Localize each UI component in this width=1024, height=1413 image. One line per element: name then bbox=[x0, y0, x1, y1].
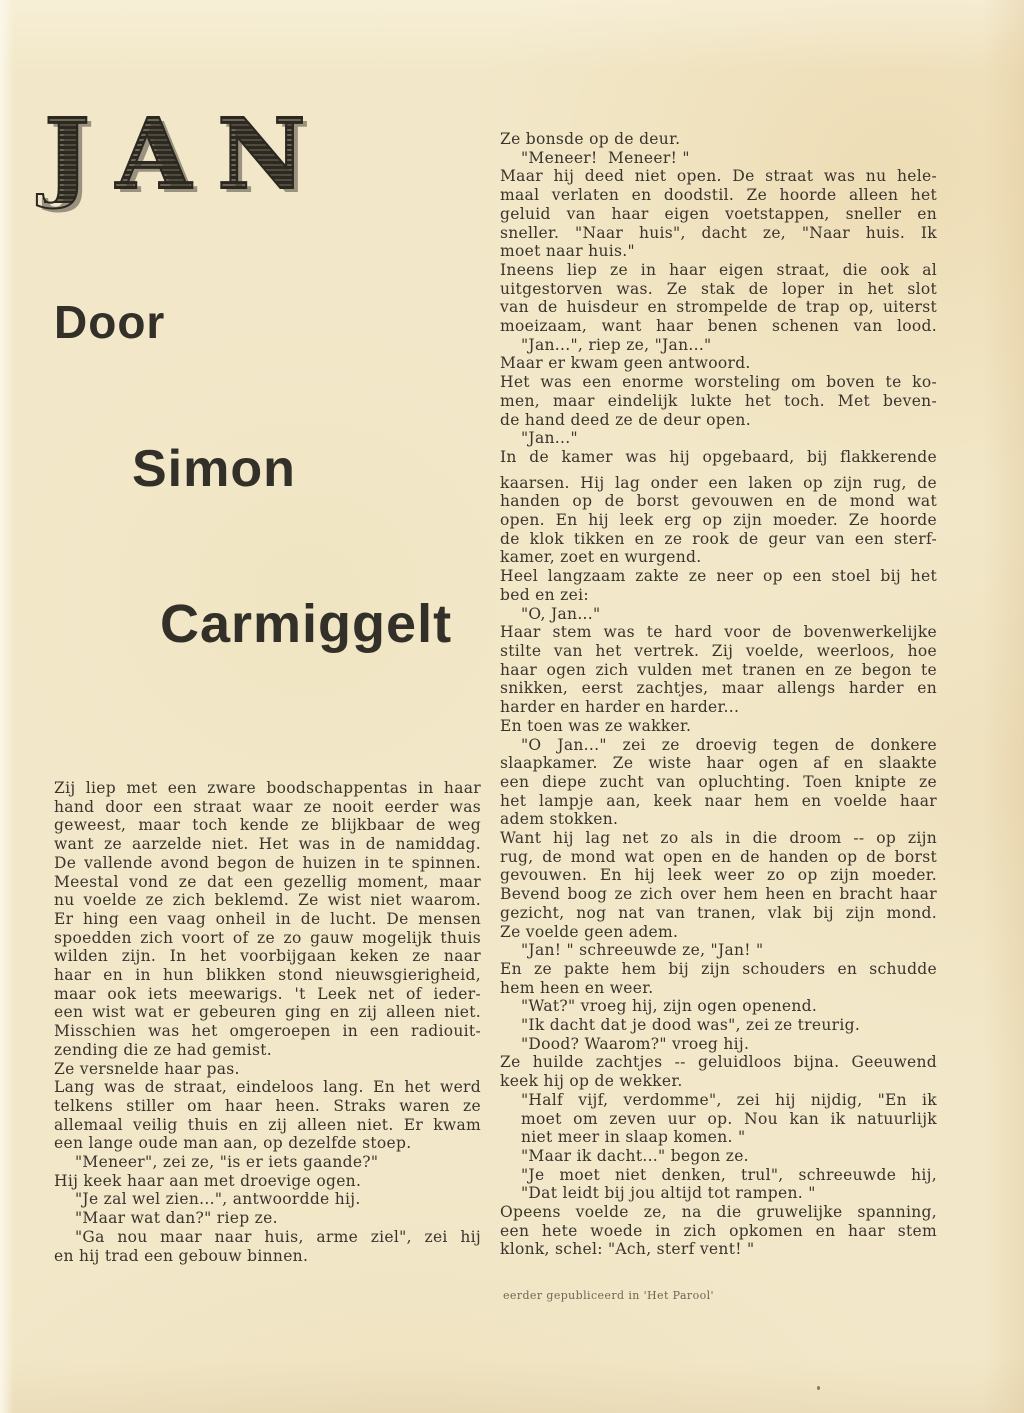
text-line: haar ogen zich vulden met tranen en ze begon te bbox=[500, 660, 937, 679]
text-line: moet naar huis." bbox=[500, 242, 635, 261]
right-text-column bbox=[500, 130, 937, 1259]
text-line: telkens stiller om haar heen. Straks waren ze bbox=[54, 1096, 481, 1115]
text-line: niet meer in slaap komen. " bbox=[521, 1128, 746, 1147]
text-line: "Wat?" vroeg hij, zijn ogen openend. bbox=[521, 997, 818, 1016]
text-line: snikken, eerst zachtjes, maar allengs harder en bbox=[500, 679, 937, 698]
text-line: "Ik dacht dat je dood was", zei ze treurig. bbox=[521, 1016, 861, 1035]
text-line: wilden zijn. In het voorbijgaan keken ze naar bbox=[54, 947, 481, 966]
text-line: "Ga nou maar naar huis, arme ziel", zei hij bbox=[75, 1227, 481, 1246]
text-line: "Half vijf, verdomme", zei hij nijdig, "En ik bbox=[521, 1090, 937, 1109]
text-line: want ze aarzelde niet. Het was in de namiddag. bbox=[54, 835, 481, 854]
text-line: Bevend boog ze zich over hem heen en bracht haar bbox=[500, 885, 937, 904]
text-line: Ze huilde zachtjes -- geluidloos bijna. Geeuwend bbox=[500, 1053, 937, 1072]
text-line: De vallende avond begon de huizen in te spinnen. bbox=[54, 853, 481, 872]
text-line: Ze voelde geen adem. bbox=[500, 922, 679, 941]
text-line: hand door een straat waar ze nooit eerder was bbox=[54, 797, 481, 816]
text-line: Ineens liep ze in haar eigen straat, die ook al bbox=[500, 260, 937, 279]
text-line: "Meneer! Meneer! " bbox=[521, 148, 690, 167]
text-line: de hand deed ze de deur open. bbox=[500, 410, 751, 429]
byline-door: Door bbox=[54, 296, 166, 348]
text-line: kaarsen. Hij lag onder een laken op zijn rug, de bbox=[500, 473, 937, 492]
text-line: sneller. "Naar huis", dacht ze, "Naar huis. Ik bbox=[500, 223, 937, 242]
text-line: geweest, maar toch kende ze blijkbaar de weg bbox=[54, 816, 481, 835]
text-line: Haar stem was te hard voor de bovenwerkelijke bbox=[500, 623, 937, 642]
text-line: Ze versnelde haar pas. bbox=[54, 1059, 240, 1078]
text-line: zending die ze had gemist. bbox=[54, 1040, 273, 1059]
text-line: Maar hij deed niet open. De straat was nu hele- bbox=[500, 167, 937, 186]
text-line: men, maar eindelijk lukte het toch. Met beven- bbox=[500, 391, 937, 410]
text-line: open. En hij leek erg op zijn moeder. Ze hoorde bbox=[500, 511, 937, 530]
text-line: een wist wat er gebeuren ging en zij alleen niet. bbox=[54, 1003, 481, 1022]
text-line: Zij liep met een zware boodschappentas in haar bbox=[54, 779, 481, 797]
text-line: van de huisdeur en strompelde de trap op, uiterst bbox=[500, 298, 937, 317]
text-line: maar ook iets meewarigs. 't Leek net of ieder- bbox=[54, 984, 481, 1003]
text-line: gevouwen. En hij leek weer zo op zijn moeder. bbox=[500, 866, 937, 885]
text-line: Misschien was het omgeroepen in een radiouit- bbox=[54, 1022, 481, 1041]
text-line: "Dat leidt bij jou altijd tot rampen. " bbox=[521, 1184, 816, 1203]
text-line: "Dood? Waarom?" vroeg hij. bbox=[521, 1034, 750, 1053]
paper-speck bbox=[817, 1386, 820, 1390]
text-line: maal verlaten en doodstil. Ze hoorde alleen het bbox=[500, 186, 937, 205]
text-line: het lampje aan, keek naar hem en voelde haar bbox=[500, 791, 937, 810]
text-line: bed en zei: bbox=[500, 585, 589, 604]
text-line: slaapkamer. Ze wiste haar ogen af en slaakte bbox=[500, 754, 937, 773]
text-line: "Jan..." bbox=[521, 429, 578, 448]
text-line: Meestal vond ze dat een gezellig moment, maar bbox=[54, 872, 481, 891]
text-line: rug, de mond wat open en de handen op de borst bbox=[500, 847, 937, 866]
text-line: Maar er kwam geen antwoord. bbox=[500, 354, 751, 373]
text-line: moet om zeven uur op. Nou kan ik natuurlijk bbox=[521, 1109, 937, 1128]
text-line: "Je moet niet denken, trul", schreeuwde hij, bbox=[521, 1165, 937, 1184]
source-credit: eerder gepubliceerd in 'Het Parool' bbox=[503, 1289, 714, 1302]
text-line: "Maar wat dan?" riep ze. bbox=[75, 1209, 278, 1228]
text-line: Heel langzaam zakte ze neer op een stoel bij het bbox=[500, 567, 937, 586]
text-line: een hete woede in zich opkomen en haar stem bbox=[500, 1221, 937, 1240]
text-line: adem stokken. bbox=[500, 810, 619, 829]
text-line: "Jan...", riep ze, "Jan..." bbox=[521, 335, 712, 354]
text-line: klonk, schel: "Ach, sterf vent! " bbox=[500, 1240, 755, 1259]
byline-author-first-name: Simon bbox=[132, 440, 296, 498]
text-line: stilte van het vertrek. Zij voelde, weerloos, hoe bbox=[500, 641, 937, 660]
text-line: En toen was ze wakker. bbox=[500, 716, 692, 735]
text-line: Opeens voelde ze, na die gruwelijke spanning, bbox=[500, 1203, 937, 1222]
text-line: geluid van haar eigen voetstappen, sneller en bbox=[500, 204, 937, 223]
text-line: handen op de borst gevouwen en de mond wat bbox=[500, 492, 937, 511]
text-line: spoedden zich voort of ze zo gauw mogelijk thuis bbox=[54, 928, 481, 947]
left-text-column bbox=[54, 779, 481, 1265]
text-line: uitgestorven was. Ze stak de loper in het slot bbox=[500, 279, 937, 298]
text-line: haar en in hun blikken stond nieuwsgierigheid, bbox=[54, 966, 481, 985]
text-line: "O Jan..." zei ze droevig tegen de donkere bbox=[521, 735, 937, 754]
text-line: "Jan! " schreeuwde ze, "Jan! " bbox=[521, 941, 764, 960]
text-line: nu voelde ze zich beklemd. Ze wist niet waarom. bbox=[54, 891, 481, 910]
story-title: JAN bbox=[44, 97, 332, 211]
text-line: "Je zal wel zien...", antwoordde hij. bbox=[75, 1190, 361, 1209]
text-line: Want hij lag net zo als in die droom -- op zijn bbox=[500, 829, 937, 848]
text-line: gezicht, nog nat van tranen, vlak bij zijn mond. bbox=[500, 903, 937, 922]
text-line: moeizaam, want haar benen schenen van lood. bbox=[500, 317, 937, 336]
text-line: Ze bonsde op de deur. bbox=[500, 130, 681, 148]
text-line: keek hij op de wekker. bbox=[500, 1072, 683, 1091]
text-line: Lang was de straat, eindeloos lang. En het werd bbox=[54, 1078, 481, 1097]
text-line: "Maar ik dacht..." begon ze. bbox=[521, 1146, 749, 1165]
byline-author-last-name: Carmiggelt bbox=[160, 594, 453, 654]
text-line: en hij trad een gebouw binnen. bbox=[54, 1246, 309, 1265]
text-line: "O, Jan..." bbox=[521, 604, 601, 623]
text-line: de klok tikken en ze rook de geur van een sterf- bbox=[500, 529, 937, 548]
text-line: En ze pakte hem bij zijn schouders en schudde bbox=[500, 959, 937, 978]
text-line: allemaal veilig thuis en zij alleen niet. Er kwam bbox=[54, 1115, 481, 1134]
text-line: een diepe zucht van opluchting. Toen knipte ze bbox=[500, 772, 937, 791]
text-line: In de kamer was hij opgebaard, bij flakkerende bbox=[500, 447, 937, 466]
text-line: "Meneer", zei ze, "is er iets gaande?" bbox=[75, 1153, 379, 1172]
text-line: hem heen en weer. bbox=[500, 978, 654, 997]
text-line: kamer, zoet en wurgend. bbox=[500, 548, 702, 567]
text-line: Hij keek haar aan met droevige ogen. bbox=[54, 1171, 362, 1190]
text-line: Er hing een vaag onheil in de lucht. De mensen bbox=[54, 909, 481, 928]
text-line: harder en harder en harder... bbox=[500, 698, 740, 717]
text-line: een lange oude man aan, op dezelfde stoep. bbox=[54, 1134, 412, 1153]
text-line: Het was een enorme worsteling om boven te ko- bbox=[500, 373, 937, 392]
